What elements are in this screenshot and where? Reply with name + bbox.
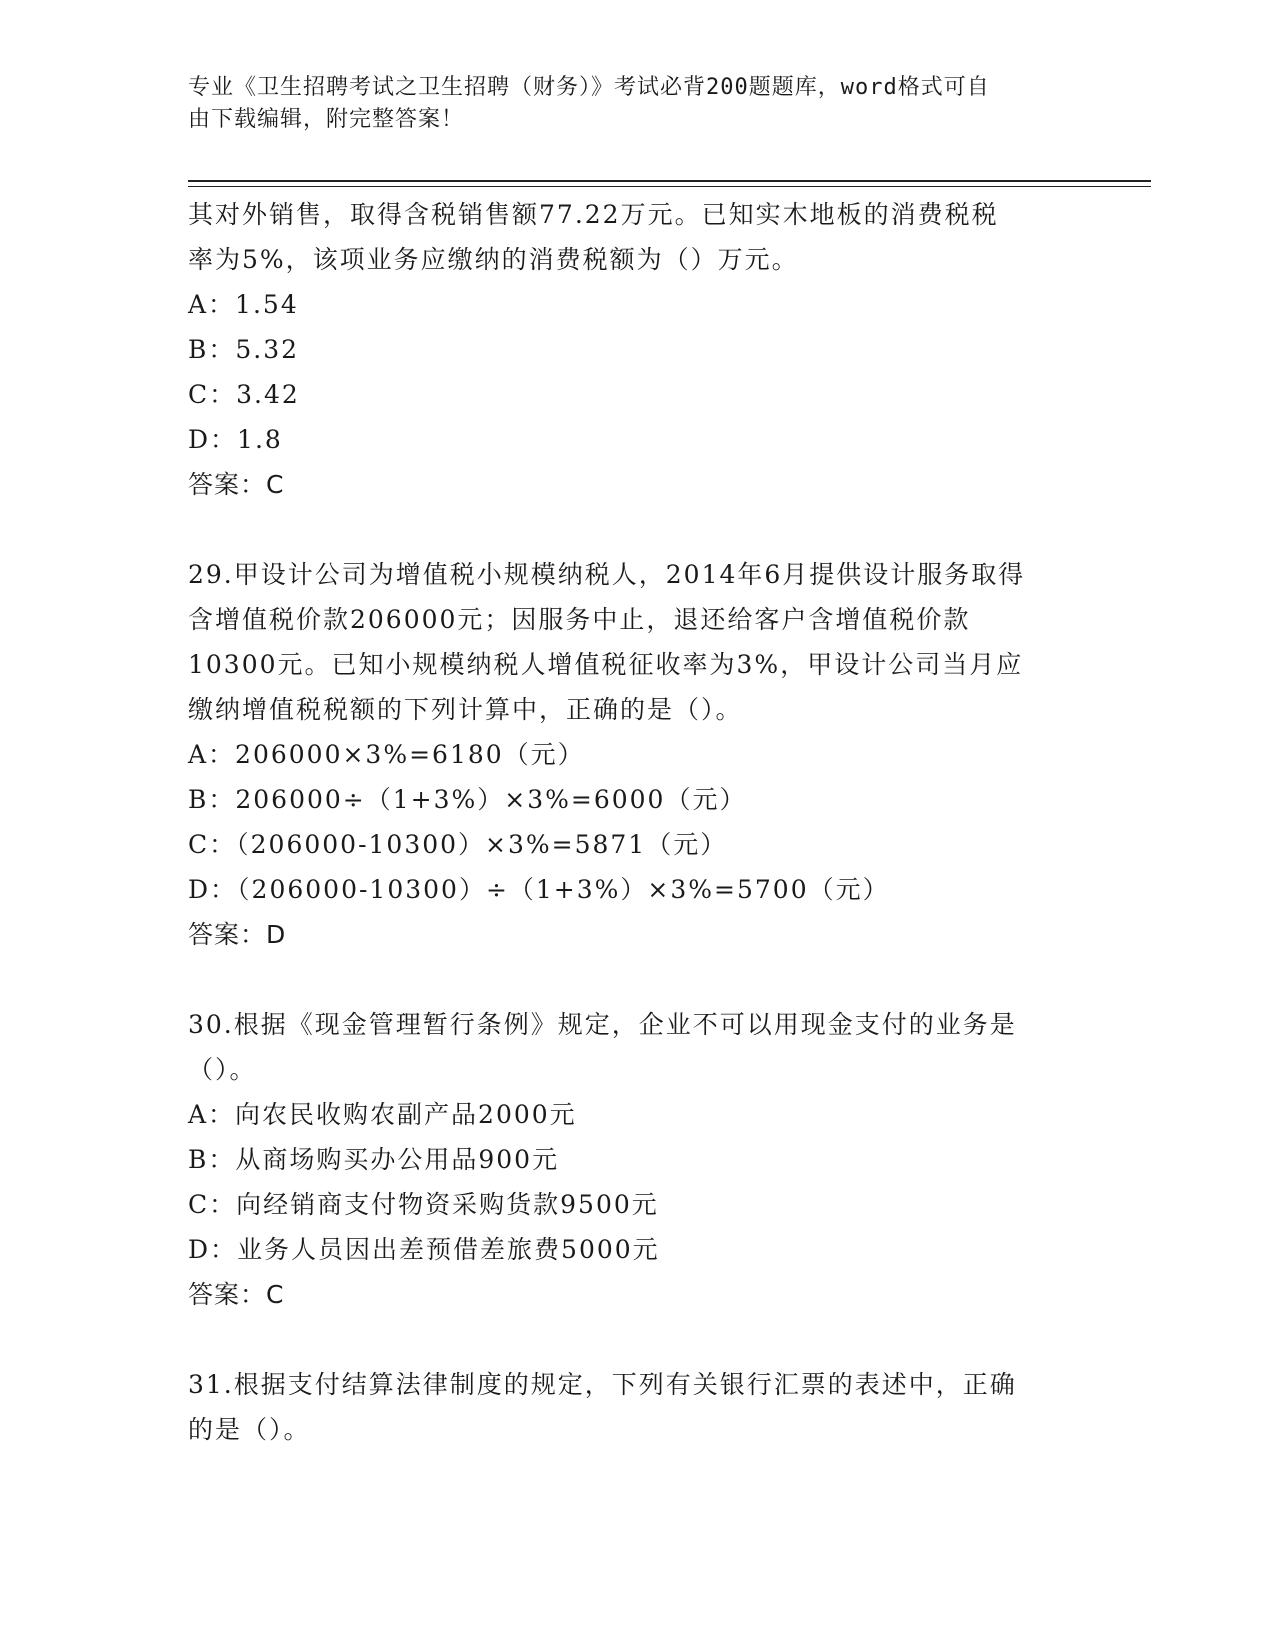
header-line-1: 专业《卫生招聘考试之卫生招聘（财务）》考试必背200题题库，word格式可自: [188, 75, 990, 100]
option-c: C：向经销商支付物资采购货款9500元: [188, 1190, 659, 1219]
spacer: [188, 1317, 1088, 1362]
answer: 答案：C: [188, 1280, 285, 1309]
question-text: 10300元。已知小规模纳税人增值税征收率为3%，甲设计公司当月应: [188, 650, 1024, 679]
question-text: （）。: [188, 1055, 257, 1084]
header-divider-thin: [188, 186, 1151, 187]
header-divider: [188, 180, 1151, 182]
option-c: C：（206000-10300）×3%=5871（元）: [188, 830, 728, 859]
answer: 答案：C: [188, 470, 285, 499]
header-line-2: 由下载编辑，附完整答案！: [188, 107, 465, 132]
question-29: [188, 552, 1088, 957]
option-a: A：206000×3%=6180（元）: [188, 740, 585, 769]
question-text: 的是（）。: [188, 1415, 311, 1444]
option-a: A：1.54: [188, 290, 299, 319]
option-a: A：向农民收购农副产品2000元: [188, 1100, 577, 1129]
option-b: B：从商场购买办公用品900元: [188, 1145, 560, 1174]
answer: 答案：D: [188, 920, 287, 949]
option-d: D：1.8: [188, 425, 283, 454]
question-text: 31.根据支付结算法律制度的规定，下列有关银行汇票的表述中，正确: [188, 1370, 1017, 1399]
question-30: [188, 1002, 1088, 1317]
option-d: D：业务人员因出差预借差旅费5000元: [188, 1235, 660, 1264]
question-28: [188, 192, 1088, 507]
option-d: D：（206000-10300）÷（1+3%）×3%=5700（元）: [188, 875, 890, 904]
option-b: B：5.32: [188, 335, 300, 364]
option-c: C：3.42: [188, 380, 300, 409]
question-text: 含增值税价款206000元；因服务中止，退还给客户含增值税价款: [188, 605, 971, 634]
document-body: [188, 192, 1088, 1452]
option-b: B：206000÷（1+3%）×3%=6000（元）: [188, 785, 747, 814]
question-text: 29.甲设计公司为增值税小规模纳税人，2014年6月提供设计服务取得: [188, 560, 1026, 589]
question-text: 其对外销售，取得含税销售额77.22万元。已知实木地板的消费税税: [188, 200, 999, 229]
question-text: 率为5%，该项业务应缴纳的消费税额为（）万元。: [188, 245, 799, 274]
question-31: [188, 1362, 1088, 1452]
document-header: [188, 72, 1088, 136]
spacer: [188, 507, 1088, 552]
spacer: [188, 957, 1088, 1002]
question-text: 30.根据《现金管理暂行条例》规定，企业不可以用现金支付的业务是: [188, 1010, 1017, 1039]
question-text: 缴纳增值税税额的下列计算中，正确的是（）。: [188, 695, 743, 724]
